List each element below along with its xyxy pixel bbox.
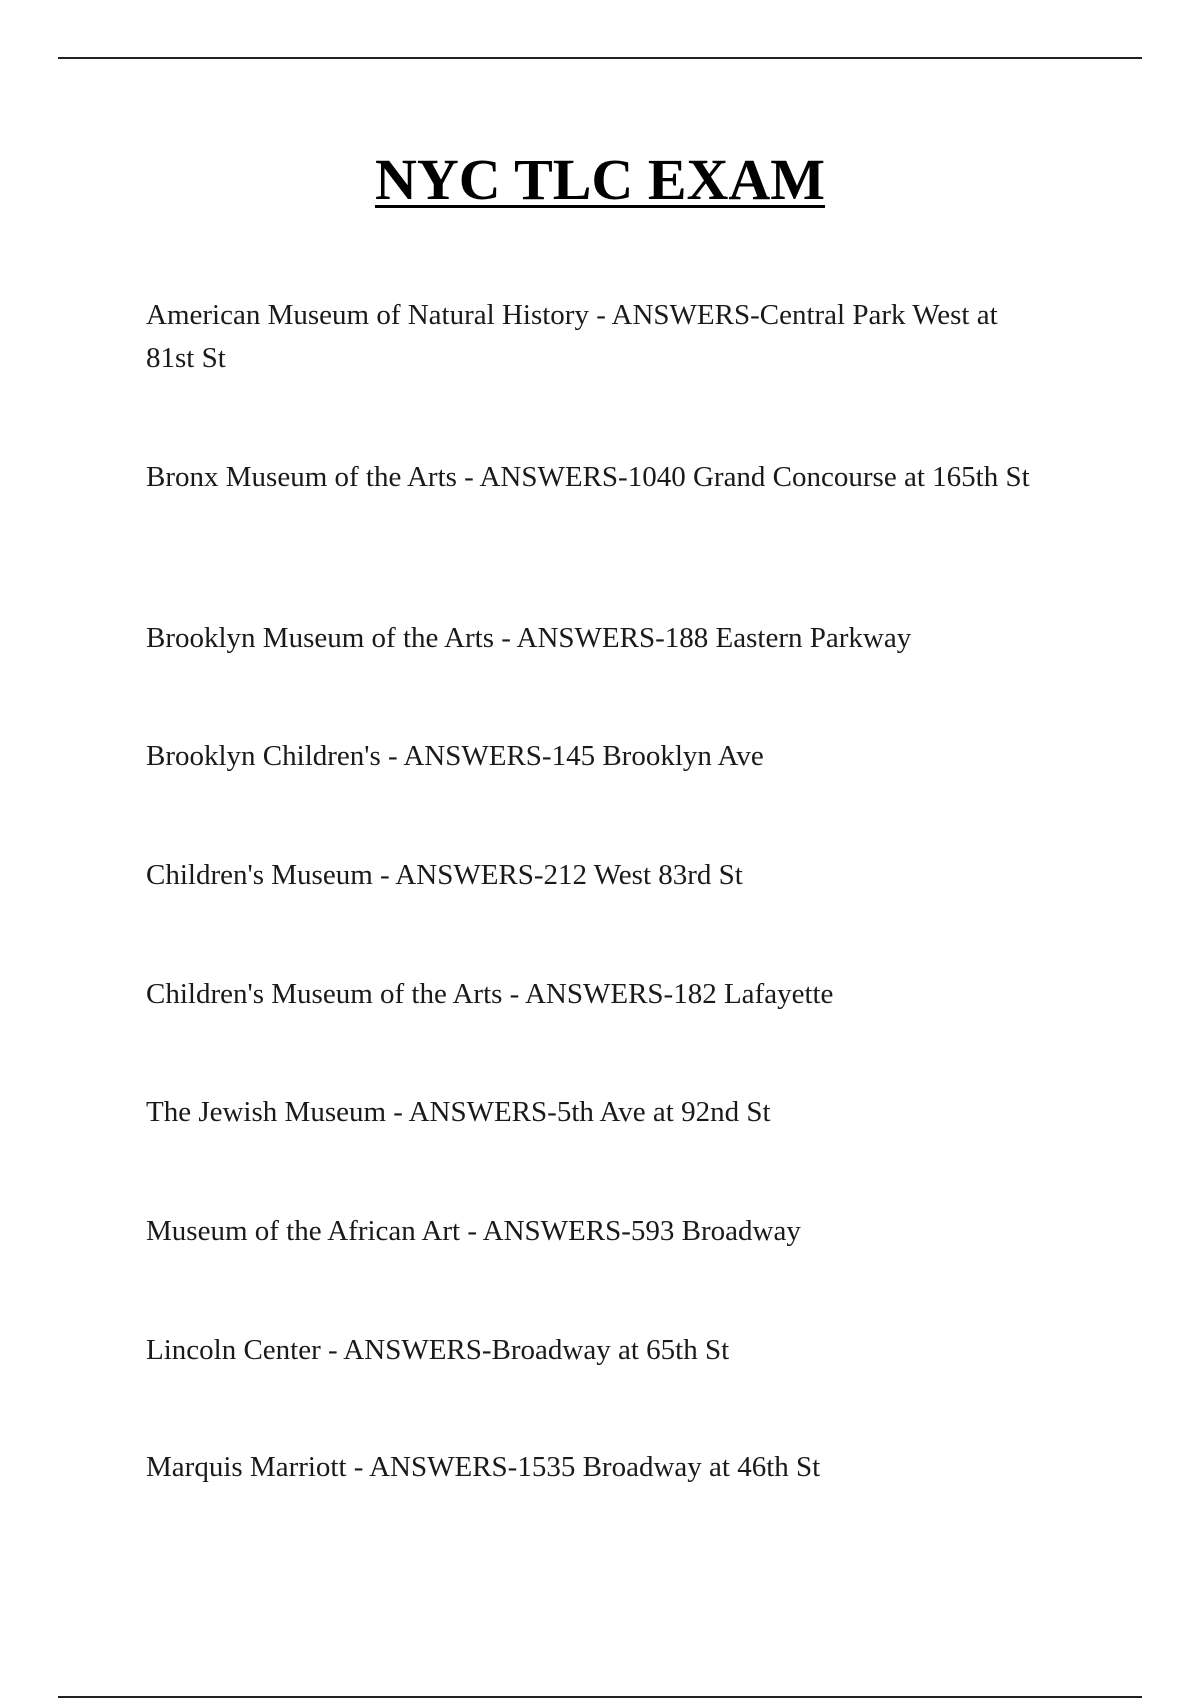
qa-entry: Lincoln Center - ANSWERS-Broadway at 65th St — [146, 1334, 730, 1366]
qa-entry: The Jewish Museum - ANSWERS-5th Ave at 92nd St — [146, 1096, 771, 1128]
qa-entry: Brooklyn Museum of the Arts - ANSWERS-188 Eastern Parkway — [146, 622, 912, 654]
qa-entry: Brooklyn Children's - ANSWERS-145 Brooklyn Ave — [146, 740, 764, 772]
qa-entry: Museum of the African Art - ANSWERS-593 Broadway — [146, 1215, 801, 1247]
bottom-divider — [58, 1696, 1142, 1698]
qa-entry: American Museum of Natural History - ANSWERS-Central Park West at 81st St — [146, 299, 998, 374]
qa-entry: Marquis Marriott - ANSWERS-1535 Broadway at 46th St — [146, 1451, 821, 1483]
page-title: NYC TLC EXAM — [374, 147, 826, 212]
qa-entry: Bronx Museum of the Arts - ANSWERS-1040 Grand Concourse at 165th St — [146, 461, 1030, 493]
qa-entry: Children's Museum - ANSWERS-212 West 83rd St — [146, 859, 743, 891]
qa-entry: Children's Museum of the Arts - ANSWERS-182 Lafayette — [146, 978, 834, 1010]
